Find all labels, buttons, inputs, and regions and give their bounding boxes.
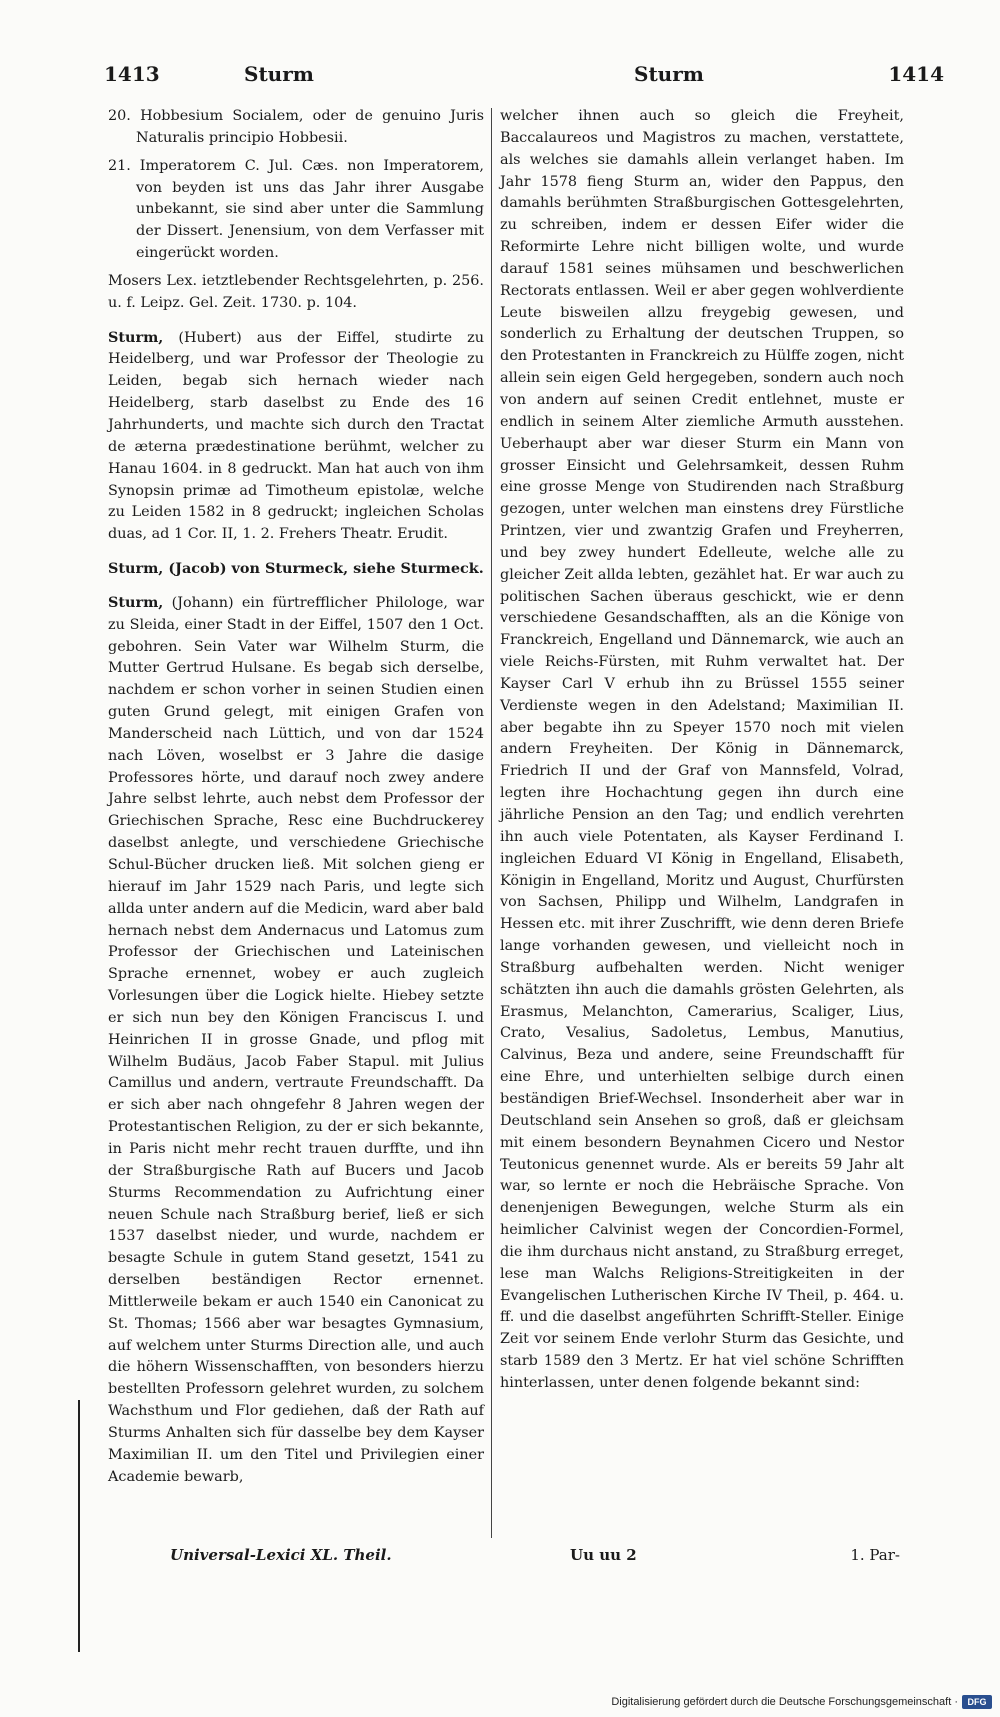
lemma-johann: Sturm, (108, 593, 164, 611)
entry-jacob: Sturm, (Jacob) von Sturmeck, siehe Sturmeck. (108, 560, 484, 578)
right-column (500, 106, 904, 1395)
list-item-20: 20. Hobbesium Socialem, oder de genuino Juris Naturalis principio Hobbesii. (108, 108, 484, 146)
signature-mark: Uu uu 2 (570, 1546, 637, 1564)
entry-hubert-text: (Hubert) aus der Eiffel, studirte zu Heidelberg, und war Professor der Theologie zu Leiden, begab sich hernach wieder nach Heidelberg, starb daselbst zu Ende des 16 Jahrhunderts, und machte sich durch den Tractat de æterna prædestinatione berühmt, welcher zu Hanau 1604. in 8 gedruckt. Man hat auch von ihm Synopsin primæ ad Timotheum epistolæ, welche zu Leiden 1582 in 8 gedruckt; ingleichen Scholas duas, ad 1 Cor. II, 1. 2. Frehers Theatr. Erudit. (108, 329, 484, 543)
lemma-hubert: Sturm, (108, 328, 164, 346)
column-divider (491, 108, 492, 1538)
entry-johann (108, 592, 484, 1489)
catchword: 1. Par- (850, 1546, 900, 1564)
entry-johann-text: (Johann) ein fürtrefflicher Philologe, war zu Sleida, einer Stadt in der Eiffel, 1507 den 1 Oct. gebohren. Sein Vater war Wilhelm Sturm, die Mutter Gertrud Hulsane. Es begab sich derselbe, nachdem er schon vorher in seinen Studien einen guten Grund gelegt, mit einigen Grafen von Manderscheid nach Lüttich, und von dar 1524 nach Löven, woselbst er 3 Jahre die dasige Professores hörte, und darauf noch zwey andere Jahre selbst lehrte, auch nebst dem Professor der Griechischen Sprache, Resc eine Buchdruckerey daselbst anlegte, und verschiedene Griechische Schul-Bücher drucken ließ. Mit solchen gieng er hierauf im Jahr 1529 nach Paris, und legte sich allda unter andern auf die Medicin, ward aber bald hernach nebst dem Andernacus und Latomus zum Professor der Griechischen und Lateinischen Sprache ernennet, wobey er auch zugleich Vorlesungen über die Logick hielte. Hiebey setzte er sich nun bey den Königen Franciscus I. und Heinrichen II in grosse Gnade, und pflog mit Wilhelm Budäus, Jacob Faber Stapul. mit Julius Camillus und andern, vertraute Freundschafft. Da er sich aber nach ohngefehr 8 Jahren wegen der Protestantischen Religion, zu der er sich bekannte, in Paris nicht mehr recht trauen durffte, und ihn der Straßburgische Rath auf Bucers und Jacob Sturms Recommendation zu Aufrichtung einer neuen Schule nach Straßburg berief, ließ er sich 1537 daselbst nieder, und wurde, nachdem er besagte Schule in gutem Stand gesetzt, 1541 zu derselben beständigen Rector ernennet. Mittlerweile bekam er auch 1540 ein Canonicat zu St. Thomas; 1566 aber war besagtes Gymnasium, auf welchem unter Sturms Direction alle, und auch die höhern Wissenschafften, von besonders hierzu bestellten Professorn gelehret wurden, zu solchem Wachsthum und Flor gediehen, daß der Rath auf Sturms Anhalten sich für dasselbe bey dem Kayser Maximilian II. um den Titel und Privilegien einer Academie bewarb, (108, 594, 485, 1485)
volume-title: Universal-Lexici XL. Theil. (170, 1546, 392, 1564)
margin-line (78, 1400, 80, 1652)
running-head-left: Sturm (244, 62, 314, 86)
dfg-logo-icon: DFG (962, 1695, 992, 1709)
source-reference: Mosers Lex. ietztlebender Rechtsgelehrten, p. 256. u. f. Leipz. Gel. Zeit. 1730. p. 104. (108, 272, 484, 311)
page-number-right: 1414 (888, 62, 944, 86)
running-head-right: Sturm (634, 62, 704, 86)
page-footer (170, 1546, 900, 1574)
list-item-21: 21. Imperatorem C. Jul. Cæs. non Imperatorem, von beyden ist uns das Jahr ihrer Ausgabe unbekannt, sie sind aber unter die Sammlung der Dissert. Jenensium, von dem Verfasser mit eingerückt worden. (108, 157, 484, 262)
entry-johann-continued: welcher ihnen auch so gleich die Freyheit, Baccalaureos und Magistros zu machen, verstattete, als welches sie damahls allein verlanget haben. Im Jahr 1578 fieng Sturm an, wider den Pappus, den damahls berühmten Straßburgischen Gottesgelehrten, zu schreiben, indem er dessen Eifer wider die Reformirte Lehre nicht billigen wolte, und wurde darauf 1581 seines mühsamen und beschwerlichen Rectorats entlassen. Weil er aber gegen wohlverdiente Leute bisweilen allzu freygebig gewesen, und sonderlich zu Erhaltung der deutschen Truppen, so den Protestanten in Franckreich zu Hülffe zogen, nicht allein sein eigen Geld hergegeben, sondern auch noch von andern auf seinen Credit entlehnet, muste er endlich in seinem Alter ziemliche Armuth ausstehen. Ueberhaupt aber war dieser Sturm ein Mann von grosser Einsicht und Gelehrsamkeit, dessen Ruhm eine grosse Menge von Studirenden nach Straßburg gezogen, unter welchen man einstens drey Fürstliche Printzen, vier und zwantzig Grafen und Freyherren, und bey zwey hundert Edelleute, welche alle zu gleicher Zeit allda lebten, gezählet hat. Er war auch zu politischen Sachen überaus geschickt, wie er denn verschiedene Gesandschafften, als an die Könige von Franckreich, Engelland und Dännemarck, wie auch an viele Reichs-Fürsten, mit Ruhm verwaltet hat. Der Kayser Carl V erhub ihn zu Brüssel 1555 seiner Verdienste wegen in den Adelstand; Maximilian II. aber begabte ihn zu Speyer 1570 noch mit vielen andern Freyheiten. Der König in Dännemarck, Friedrich II und der Graf von Mannsfeld, Volrad, legten ihre Hochachtung gegen ihn durch eine jährliche Pension an den Tag; und endlich verehrten ihn auch viele Potentaten, als Kayser Ferdinand I. ingleichen Eduard VI König in Engelland, Elisabeth, Königin in Engelland, Moritz und August, Churfürsten von Sachsen, Philipp und Wilhelm, Landgrafen in Hessen etc. mit ihrer Zuschrifft, wie denn deren Briefe lange vorhanden gewesen, und vielleicht noch in Straßburg aufbehalten werden. Nicht weniger schätzten ihn auch die damahls grösten Gelehrten, als Erasmus, Melanchton, Camerarius, Scaliger, Lius, Crato, Vesalius, Sadoletus, Lembus, Manutius, Calvinus, Beza und andere, seine Freundschafft für eine Ehre, und unterhielten selbige durch einen beständigen Brief-Wechsel. Insonderheit aber war in Deutschland sein Ansehen so groß, daß er gleichsam mit einem besondern Beynahmen Cicero und Nestor Teutonicus genennet wurde. Als er bereits 59 Jahr alt war, so lernte er noch die Hebräische Sprache. Von denenjenigen Bewegungen, welche Sturm als ein heimlicher Calvinist wegen der Concordien-Formel, die ihm durchaus nicht anstand, zu Straßburg erreget, lese man Walchs Religions-Streitigkeiten in der Evangelischen Lutherischen Kirche IV Theil, p. 464. u. ff. und die daselbst angeführten Schrifft-Steller. Einige Zeit vor seinem Ende verlohr Sturm das Gesichte, und starb 1589 den 3 Mertz. Er hat viel schöne Schrifften hinterlassen, unter denen folgende bekannt sind: (500, 108, 904, 1391)
digitization-notice (611, 1693, 992, 1711)
left-column (108, 106, 484, 1488)
digitization-text: Digitalisierung gefördert durch die Deutsche Forschungsgemeinschaft · (611, 1696, 958, 1708)
entry-hubert (108, 327, 484, 546)
page-number-left: 1413 (104, 62, 160, 86)
running-header (104, 62, 944, 96)
